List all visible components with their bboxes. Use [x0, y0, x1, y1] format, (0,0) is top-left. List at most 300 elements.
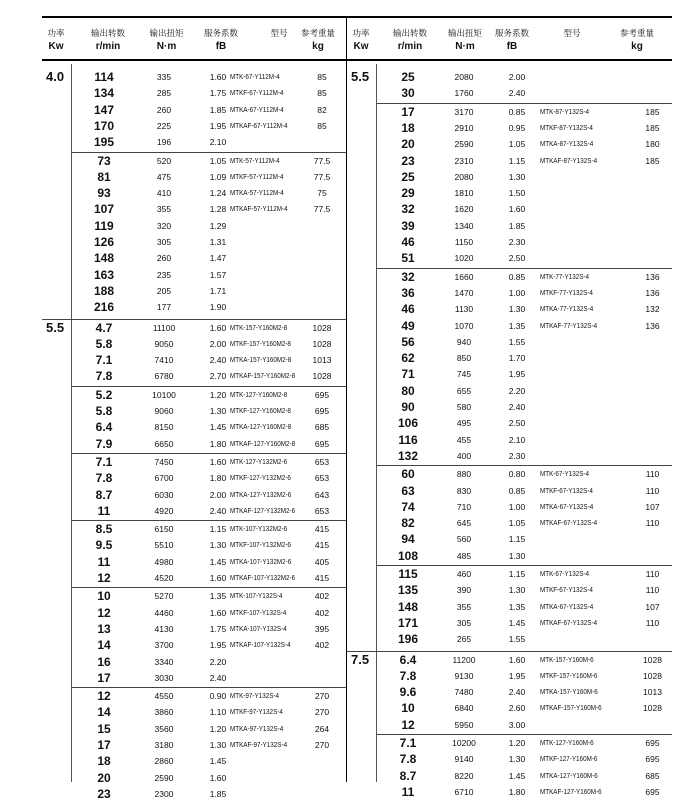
torque-cell: 355 — [456, 601, 472, 612]
table-row — [42, 503, 346, 519]
table-row — [347, 136, 672, 152]
header-model-right: 型号 — [563, 28, 581, 38]
model-cell: MTKAF-67-Y132S-4 — [540, 617, 598, 627]
service-factor-cell: 1.45 — [508, 770, 526, 781]
table-row — [347, 615, 672, 631]
weight-cell: 110 — [645, 585, 660, 596]
weight-cell: 110 — [645, 518, 660, 529]
table-row — [347, 652, 672, 668]
torque-cell: 655 — [456, 385, 472, 396]
service-factor-cell: 1.47 — [209, 253, 227, 264]
torque-cell: 2860 — [154, 756, 174, 767]
table-row — [42, 436, 346, 452]
model-cell: MTKF-157-Y160M-6 — [540, 670, 598, 680]
service-factor-cell: 1.60 — [209, 456, 227, 467]
model-cell: MTKA-157-Y160M-6 — [540, 687, 598, 697]
weight-cell: 1013 — [312, 355, 332, 366]
torque-cell: 11100 — [152, 322, 176, 333]
torque-cell: 1150 — [454, 237, 474, 247]
weight-cell: 415 — [314, 540, 330, 551]
model-cell: MTKA-87-Y132S-4 — [540, 139, 594, 149]
torque-cell: 10100 — [152, 389, 176, 400]
speed-cell: 8.5 — [95, 522, 113, 537]
service-factor-cell: 1.70 — [508, 353, 526, 364]
model-cell: MTK-77-Y132S-4 — [540, 271, 590, 281]
torque-cell: 850 — [456, 353, 472, 364]
model-cell: MTKA-127-Y160M-6 — [540, 770, 598, 780]
weight-cell: 85 — [317, 72, 327, 82]
table-row — [347, 700, 672, 716]
model-cell: MTKAF-157-Y160M-6 — [540, 703, 602, 713]
service-factor-cell: 3.00 — [508, 719, 526, 730]
speed-cell: 195 — [93, 135, 115, 150]
weight-cell: 75 — [317, 188, 327, 199]
torque-cell: 390 — [456, 585, 472, 596]
table-row — [347, 218, 672, 234]
table-row — [42, 267, 346, 283]
torque-cell: 235 — [156, 269, 172, 280]
service-factor-cell: 1.05 — [508, 518, 526, 529]
service-factor-cell: 2.40 — [508, 402, 526, 412]
table-row — [42, 688, 346, 704]
torque-cell: 3860 — [154, 707, 174, 718]
table-row — [42, 753, 346, 769]
service-factor-cell: 1.80 — [508, 786, 526, 797]
model-cell: MTKA-67-Y112M-4 — [230, 104, 284, 114]
service-factor-cell: 2.40 — [508, 88, 526, 99]
torque-cell: 455 — [456, 434, 472, 445]
model-cell: MTKF-67-Y132S-4 — [540, 485, 593, 495]
table-row — [42, 234, 346, 250]
table-row — [347, 334, 672, 350]
speed-cell: 5.8 — [95, 336, 113, 351]
model-cell: MTKAF-67-Y132S-4 — [540, 518, 598, 528]
speed-cell: 116 — [398, 432, 418, 447]
table-row — [347, 717, 672, 733]
weight-cell: 180 — [645, 139, 660, 150]
table-row — [347, 169, 672, 185]
header-service-factor-right: 服务系数 fB — [494, 28, 529, 52]
weight-cell: 695 — [314, 406, 330, 416]
table-row — [347, 285, 672, 301]
weight-cell: 107 — [645, 501, 660, 512]
service-factor-cell: 1.60 — [508, 654, 526, 665]
speed-cell: 25 — [401, 70, 415, 84]
service-factor-cell: 1.45 — [508, 617, 526, 628]
table-row — [42, 470, 346, 486]
service-factor-cell: 1.45 — [209, 422, 227, 433]
torque-cell: 880 — [456, 469, 472, 480]
service-factor-cell: 1.30 — [209, 540, 227, 551]
torque-cell: 3700 — [154, 640, 174, 651]
service-factor-cell: 1.95 — [209, 120, 227, 131]
header-weight-right: 参考重量 kg — [619, 28, 654, 52]
model-cell: MTKA-67-Y132S-4 — [540, 601, 594, 611]
speed-cell: 25 — [401, 169, 415, 184]
speed-cell: 170 — [93, 118, 115, 133]
speed-cell: 56 — [401, 334, 415, 349]
torque-cell: 1470 — [454, 287, 474, 298]
speed-cell: 18 — [97, 754, 111, 769]
speed-cell: 148 — [93, 251, 115, 266]
weight-cell: 136 — [645, 320, 660, 331]
speed-cell: 134 — [93, 86, 115, 101]
model-cell: MTKA-57-Y112M-4 — [230, 188, 284, 198]
model-cell: MTK-107-Y132M2-6 — [230, 524, 288, 534]
speed-cell: 8.7 — [95, 487, 113, 502]
table-row — [42, 637, 346, 653]
table-row — [42, 169, 346, 185]
torque-cell: 4130 — [154, 623, 174, 634]
torque-cell: 225 — [156, 120, 172, 131]
torque-cell: 460 — [456, 569, 472, 579]
service-factor-cell: 1.60 — [209, 322, 227, 333]
table-row — [347, 301, 672, 317]
service-factor-cell: 1.60 — [209, 573, 227, 583]
table-row — [42, 201, 346, 217]
weight-cell: 270 — [314, 691, 330, 702]
model-cell: MTKA-157-Y160M2-8 — [230, 355, 292, 365]
speed-cell: 7.8 — [399, 752, 417, 767]
table-row — [42, 299, 346, 315]
service-factor-cell: 1.30 — [508, 585, 526, 596]
torque-cell: 9050 — [154, 338, 174, 349]
service-factor-cell: 2.40 — [209, 505, 227, 516]
weight-cell: 695 — [645, 738, 660, 748]
service-factor-cell: 1.60 — [209, 607, 227, 618]
speed-cell: 30 — [401, 86, 415, 101]
header-model: 型号 — [270, 28, 288, 38]
torque-cell: 6150 — [154, 524, 174, 535]
table-row — [42, 454, 346, 470]
model-cell: MTKAF-127-Y132M2-6 — [230, 505, 296, 515]
table-row — [347, 599, 672, 615]
service-factor-cell: 2.20 — [508, 385, 526, 396]
service-factor-cell: 1.30 — [508, 304, 526, 315]
torque-cell: 5270 — [154, 591, 174, 602]
service-factor-cell: 1.35 — [508, 320, 526, 331]
speed-cell: 36 — [401, 285, 415, 300]
model-cell: MTKF-127-Y160M2-8 — [230, 406, 291, 415]
torque-cell: 177 — [156, 302, 172, 313]
model-cell: MTK-67-Y132S-4 — [540, 569, 590, 578]
speed-cell: 148 — [397, 599, 419, 614]
torque-cell: 3560 — [154, 723, 174, 734]
model-cell: MTKF-67-Y132S-4 — [540, 585, 593, 595]
speed-cell: 39 — [401, 218, 415, 233]
speed-cell: 10 — [401, 701, 415, 716]
torque-cell: 305 — [456, 617, 472, 628]
speed-cell: 46 — [401, 235, 415, 249]
model-cell: MTKF-57-Y112M-4 — [230, 171, 284, 181]
weight-cell: 1028 — [312, 371, 332, 382]
model-cell: MTKF-127-Y132M2-6 — [230, 473, 291, 483]
table-row — [347, 483, 672, 499]
table-row — [347, 582, 672, 598]
torque-cell: 7450 — [154, 456, 174, 467]
model-cell: MTK-97-Y132S-4 — [230, 691, 280, 701]
service-factor-cell: 2.50 — [508, 418, 526, 429]
service-factor-cell: 2.20 — [209, 656, 227, 667]
model-cell: MTKF-157-Y160M2-8 — [230, 338, 291, 348]
model-cell: MTKA-107-Y132S-4 — [230, 623, 287, 633]
speed-cell: 49 — [401, 318, 415, 333]
speed-cell: 7.1 — [95, 454, 113, 469]
weight-cell: 185 — [645, 106, 660, 117]
torque-cell: 320 — [156, 220, 172, 231]
model-cell: MTKF-107-Y132S-4 — [230, 607, 287, 617]
header-rule — [42, 59, 672, 61]
service-factor-cell: 1.35 — [508, 601, 526, 612]
service-factor-cell: 1.80 — [209, 473, 227, 484]
model-cell: MTKA-67-Y132S-4 — [540, 501, 594, 511]
torque-cell: 745 — [456, 369, 472, 380]
service-factor-cell: 0.85 — [508, 271, 526, 282]
speed-cell: 119 — [94, 218, 114, 233]
header-power: 功率 Kw — [47, 28, 65, 52]
table-row — [42, 403, 346, 419]
torque-cell: 4460 — [154, 607, 174, 618]
torque-cell: 7480 — [454, 687, 474, 698]
torque-cell: 4980 — [154, 556, 174, 567]
weight-cell: 415 — [314, 524, 330, 535]
speed-cell: 46 — [401, 302, 415, 317]
speed-cell: 23 — [401, 153, 415, 168]
table-row — [347, 120, 672, 136]
table-row — [42, 537, 346, 553]
service-factor-cell: 2.10 — [508, 434, 526, 445]
table-row — [347, 201, 672, 217]
weight-cell: 685 — [645, 770, 660, 781]
torque-cell: 8150 — [154, 422, 174, 433]
table-row — [42, 654, 346, 670]
weight-cell: 264 — [314, 723, 330, 734]
weight-cell: 185 — [645, 155, 660, 166]
speed-cell: 163 — [93, 267, 115, 282]
torque-cell: 645 — [456, 518, 472, 529]
model-cell: MTK-157-Y160M2-8 — [230, 322, 288, 332]
torque-cell: 475 — [156, 171, 172, 182]
service-factor-cell: 1.85 — [508, 220, 526, 231]
table-row — [347, 631, 672, 647]
torque-cell: 830 — [456, 485, 472, 496]
service-factor-cell: 1.09 — [209, 171, 227, 182]
speed-cell: 7.8 — [95, 369, 113, 384]
speed-cell: 63 — [401, 483, 415, 498]
service-factor-cell: 0.90 — [209, 691, 227, 702]
table-row — [42, 570, 346, 586]
torque-cell: 1130 — [454, 304, 474, 315]
table-row — [42, 770, 346, 786]
service-factor-cell: 1.45 — [209, 756, 227, 767]
table-row — [347, 751, 672, 767]
service-factor-cell: 2.30 — [508, 450, 526, 461]
left-table — [42, 64, 346, 801]
table-row — [347, 153, 672, 169]
speed-cell: 12 — [401, 717, 415, 732]
power-value: 4.0 — [46, 69, 65, 84]
torque-cell: 355 — [156, 204, 172, 215]
speed-cell: 7.1 — [399, 736, 417, 750]
weight-cell: 1028 — [643, 703, 662, 714]
weight-cell: 136 — [645, 271, 660, 282]
service-factor-cell: 1.95 — [508, 369, 526, 380]
weight-cell: 110 — [645, 469, 660, 480]
service-factor-cell: 2.60 — [508, 703, 526, 714]
service-factor-cell: 1.20 — [209, 723, 227, 734]
service-factor-cell: 1.45 — [209, 556, 227, 567]
speed-cell: 108 — [397, 548, 419, 563]
torque-cell: 285 — [156, 88, 172, 99]
speed-cell: 171 — [397, 615, 419, 630]
torque-cell: 9060 — [154, 406, 174, 416]
speed-cell: 147 — [93, 102, 115, 117]
speed-cell: 17 — [401, 104, 415, 119]
service-factor-cell: 1.20 — [209, 389, 227, 400]
speed-cell: 15 — [97, 721, 111, 736]
service-factor-cell: 2.50 — [508, 253, 526, 264]
table-row — [347, 548, 672, 564]
model-cell: MTKF-97-Y132S-4 — [230, 707, 283, 717]
speed-cell: 114 — [94, 70, 114, 84]
table-row — [42, 704, 346, 720]
catalog-page — [42, 16, 672, 801]
speed-cell: 81 — [97, 169, 111, 184]
torque-cell: 4550 — [154, 691, 174, 702]
speed-cell: 188 — [93, 283, 115, 298]
speed-cell: 11 — [97, 554, 111, 569]
speed-cell: 20 — [401, 137, 415, 152]
torque-cell: 1810 — [454, 188, 474, 199]
service-factor-cell: 1.75 — [209, 623, 227, 634]
torque-cell: 205 — [156, 285, 172, 296]
service-factor-cell: 1.71 — [209, 285, 227, 296]
table-row — [42, 737, 346, 753]
speed-cell: 12 — [97, 605, 111, 620]
model-cell: MTK-157-Y160M-6 — [540, 654, 594, 664]
speed-cell: 18 — [401, 120, 415, 135]
table-row — [347, 531, 672, 547]
model-cell: MTK-127-Y132M2-6 — [230, 456, 288, 466]
speed-cell: 7.1 — [95, 353, 113, 368]
weight-cell: 110 — [645, 569, 660, 579]
torque-cell: 6780 — [154, 371, 174, 382]
torque-cell: 495 — [456, 418, 472, 429]
service-factor-cell: 0.85 — [508, 106, 526, 117]
table-row — [347, 448, 672, 464]
table-row — [42, 521, 346, 537]
table-row — [42, 134, 346, 150]
torque-cell: 1020 — [454, 253, 474, 264]
weight-cell: 1028 — [312, 322, 332, 333]
service-factor-cell: 1.29 — [209, 220, 227, 231]
speed-cell: 12 — [97, 571, 111, 585]
service-factor-cell: 1.15 — [508, 534, 526, 545]
speed-cell: 106 — [397, 416, 419, 431]
speed-cell: 10 — [97, 589, 111, 604]
speed-cell: 23 — [97, 786, 111, 801]
torque-cell: 2910 — [454, 122, 474, 133]
table-row — [42, 605, 346, 621]
header-power-right: 功率 Kw — [352, 28, 370, 52]
table-row — [347, 432, 672, 448]
service-factor-cell: 1.95 — [209, 640, 227, 651]
speed-cell: 90 — [401, 400, 415, 414]
table-row — [347, 784, 672, 800]
torque-cell: 3340 — [154, 656, 174, 667]
torque-cell: 5510 — [154, 540, 174, 551]
table-row — [347, 768, 672, 784]
torque-cell: 410 — [156, 188, 172, 199]
header-torque-right: 输出扭矩 N·m — [447, 28, 482, 52]
model-cell: MTKAF-157-Y160M2-8 — [230, 371, 296, 381]
speed-cell: 17 — [97, 670, 111, 685]
weight-cell: 1028 — [312, 338, 332, 349]
speed-cell: 17 — [97, 738, 111, 752]
speed-cell: 73 — [97, 153, 111, 168]
speed-cell: 9.5 — [95, 538, 113, 553]
speed-cell: 16 — [97, 654, 111, 669]
table-row — [42, 670, 346, 686]
speed-cell: 7.8 — [399, 668, 417, 683]
model-cell: MTK-67-Y132S-4 — [540, 469, 590, 479]
speed-cell: 11 — [401, 784, 415, 799]
weight-cell: 270 — [314, 707, 330, 718]
speed-cell: 7.9 — [95, 436, 113, 451]
table-row — [347, 499, 672, 515]
weight-cell: 270 — [314, 740, 330, 750]
weight-cell: 77.5 — [313, 155, 331, 166]
speed-cell: 14 — [97, 705, 111, 720]
service-factor-cell: 1.30 — [508, 754, 526, 765]
model-cell: MTK-107-Y132S-4 — [230, 591, 283, 601]
speed-cell: 93 — [97, 186, 111, 201]
torque-cell: 560 — [456, 534, 472, 545]
table-row — [42, 283, 346, 299]
table-row — [347, 234, 672, 250]
table-row — [42, 419, 346, 435]
weight-cell: 685 — [314, 422, 330, 433]
weight-cell: 405 — [314, 556, 330, 567]
weight-cell: 653 — [314, 456, 330, 467]
speed-cell: 216 — [93, 300, 115, 315]
model-cell: MTK-87-Y132S-4 — [540, 106, 590, 116]
torque-cell: 1340 — [454, 220, 474, 231]
header-torque: 输出扭矩 N·m — [149, 28, 184, 52]
torque-cell: 6650 — [154, 438, 174, 449]
torque-cell: 265 — [456, 634, 472, 645]
service-factor-cell: 1.00 — [508, 287, 526, 298]
speed-cell: 94 — [401, 532, 415, 547]
speed-cell: 29 — [401, 186, 415, 201]
torque-cell: 1070 — [454, 320, 474, 331]
service-factor-cell: 1.30 — [209, 740, 227, 750]
service-factor-cell: 2.00 — [209, 338, 227, 349]
speed-cell: 80 — [401, 383, 415, 398]
model-cell: MTKAF-57-Y112M-4 — [230, 204, 288, 214]
service-factor-cell: 1.15 — [508, 155, 526, 166]
model-cell: MTKAF-127-Y160M2-8 — [230, 438, 296, 448]
model-cell: MTKF-77-Y132S-4 — [540, 287, 593, 297]
torque-cell: 485 — [456, 550, 472, 561]
model-cell: MTK-57-Y112M-4 — [230, 155, 280, 165]
table-row — [42, 102, 346, 118]
service-factor-cell: 1.20 — [508, 738, 526, 748]
torque-cell: 196 — [156, 137, 172, 148]
service-factor-cell: 0.85 — [508, 485, 526, 496]
torque-cell: 260 — [156, 104, 172, 115]
table-row — [42, 153, 346, 169]
